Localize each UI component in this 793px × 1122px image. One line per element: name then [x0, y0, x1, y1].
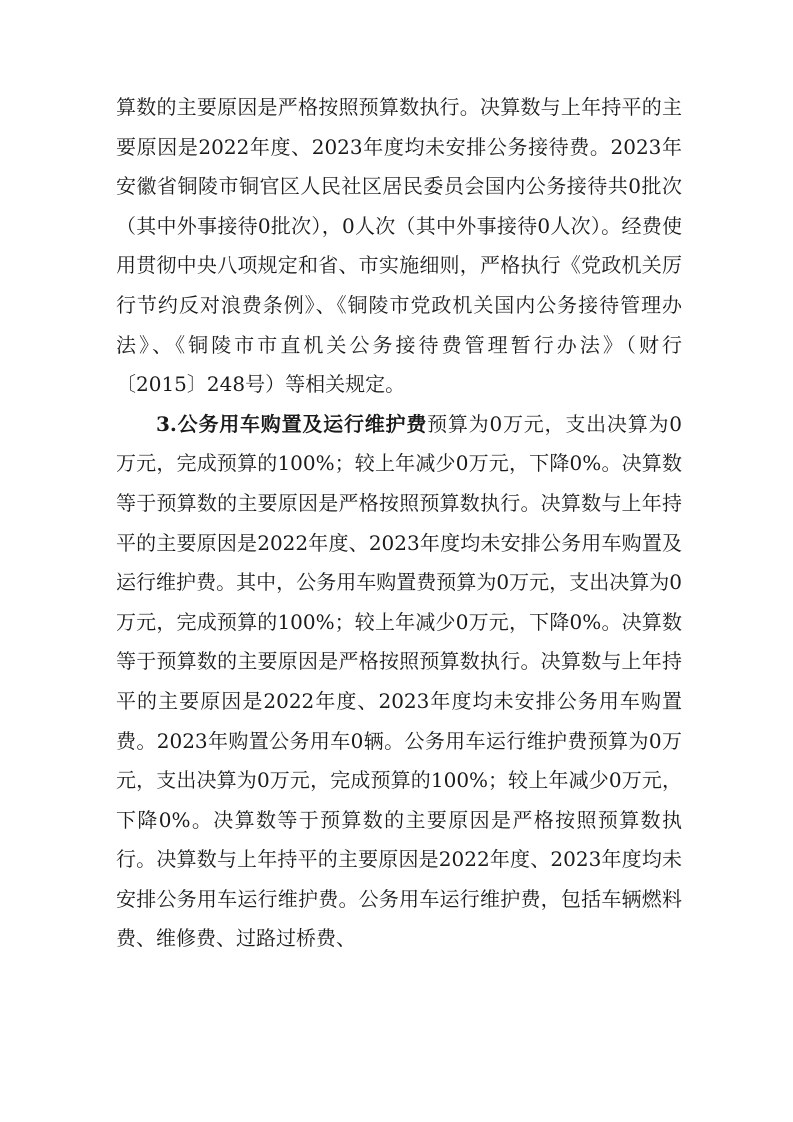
section-heading-vehicle-fees: 3.公务用车购置及运行维护费	[156, 411, 428, 436]
paragraph-vehicle-fees-body: 预算为0万元，支出决算为0万元，完成预算的100%；较上年减少0万元，下降0%。决算数等于预算数的主要原因是严格按照预算数执行。决算数与上年持平的主要原因是2022年度、2023年度均未安排公务用车购置及运行维护费。其中，公务用车购置费预算为0万元，支出决算为0万元，完成预算的100%；较上年减少0万元，下降0%。决算数等于预算数的主要原因是严格按照预算数执行。决算数与上年持平的主要原因是2022年度、2023年度均未安排公务用车购置费。2023年购置公务用车0辆。公务用车运行维护费预算为0万元，支出决算为0万元，完成预算的100%；较上年减少0万元，下降0%。决算数等于预算数的主要原因是严格按照预算数执行。决算数与上年持平的主要原因是2022年度、2023年度均未安排公务用车运行维护费。公务用车运行维护费，包括车辆燃料费、维修费、过路过桥费、	[116, 411, 682, 951]
paragraph-reception-fees: 算数的主要原因是严格按照预算数执行。决算数与上年持平的主要原因是2022年度、2023年度均未安排公务接待费。2023年安徽省铜陵市铜官区人民社区居民委员会国内公务接待共0批次（其中外事接待0批次），0人次（其中外事接待0人次）。经费使用贯彻中央八项规定和省、市实施细则，严格执行《党政机关厉行节约反对浪费条例》、《铜陵市党政机关国内公务接待管理办法》、《铜陵市市直机关公务接待费管理暂行办法》（财行〔2015〕248号）等相关规定。	[116, 95, 682, 397]
paragraph-vehicle-fees	[116, 405, 682, 959]
document-body	[116, 88, 682, 959]
